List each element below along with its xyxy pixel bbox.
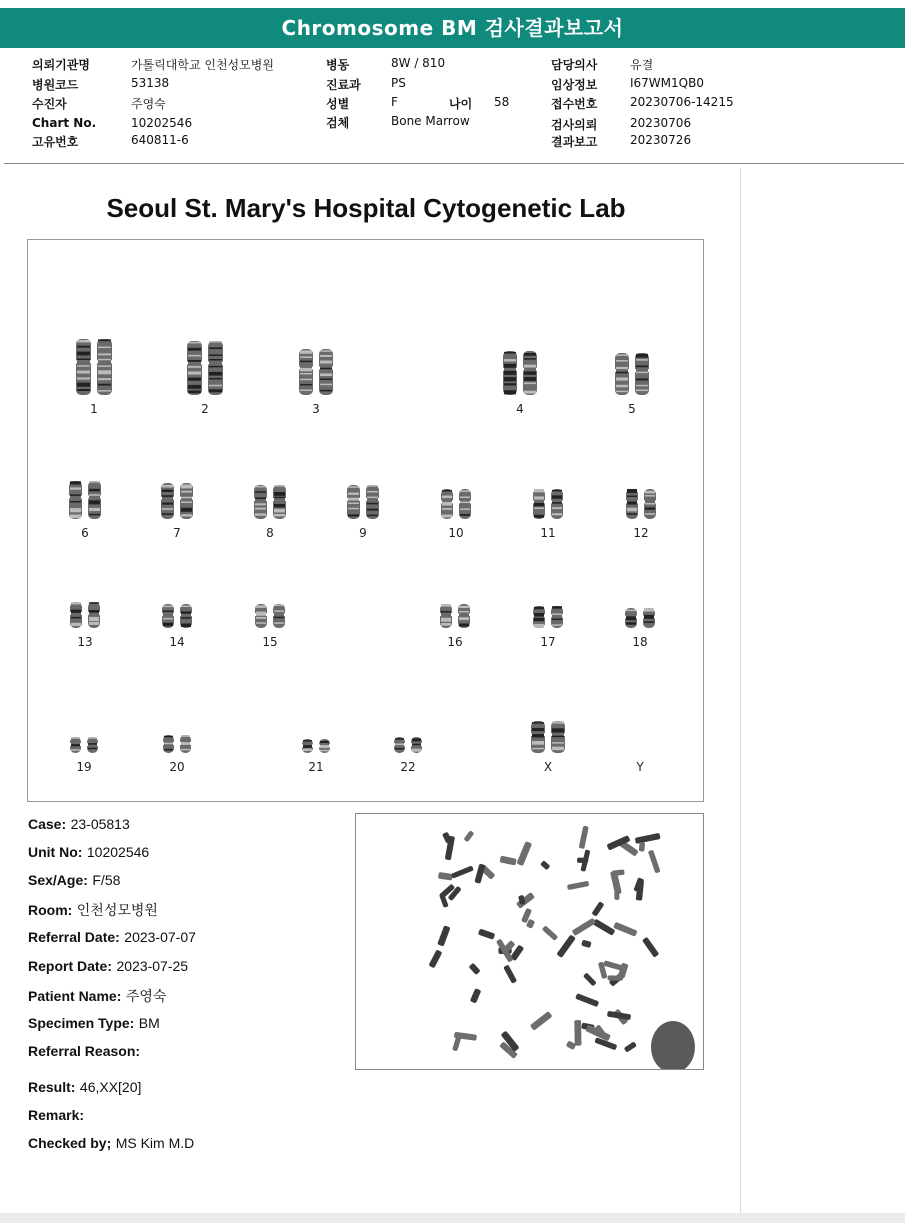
report-date-value: 2023-07-25 bbox=[116, 958, 189, 974]
metaphase-chromosome bbox=[635, 833, 661, 844]
metaphase-chromosome bbox=[575, 993, 599, 1007]
metaphase-chromosome bbox=[642, 937, 659, 958]
chromosome-label-6: 6 bbox=[81, 526, 89, 540]
metaphase-chromosome bbox=[624, 1041, 637, 1052]
sex-age-row: Sex/Age: F/58 bbox=[28, 872, 121, 888]
metaphase-chromosome bbox=[583, 972, 597, 986]
checked-by-value: MS Kim M.D bbox=[115, 1135, 195, 1151]
metaphase-spread bbox=[356, 814, 704, 1070]
karyotype-panel bbox=[27, 239, 704, 802]
header-divider bbox=[4, 163, 904, 164]
chromosome-pair-7 bbox=[161, 483, 193, 519]
unique-no-value: 640811-6 bbox=[131, 133, 189, 147]
chromosome-label-8: 8 bbox=[266, 526, 274, 540]
report-date-label: 결과보고 bbox=[551, 135, 598, 149]
metaphase-chromosome bbox=[437, 925, 450, 946]
sex-label: 성별 bbox=[326, 97, 350, 111]
result-row: Result: 46,XX[20] bbox=[28, 1079, 142, 1095]
checked-by-row: Checked by; MS Kim M.D bbox=[28, 1135, 195, 1151]
hospital-code-value: 53138 bbox=[131, 76, 170, 90]
metaphase-chromosome bbox=[572, 918, 597, 936]
metaphase-chromosome bbox=[612, 869, 625, 876]
chromosome-label-3: 3 bbox=[312, 402, 320, 416]
receipt-no-label: 접수번호 bbox=[551, 97, 598, 111]
chromosome-pair-x bbox=[531, 721, 565, 753]
metaphase-chromosome bbox=[500, 856, 517, 866]
clinical-info-label: 임상정보 bbox=[551, 78, 598, 92]
interphase-nucleus bbox=[651, 1021, 695, 1070]
chromosome-label-11: 11 bbox=[540, 526, 556, 540]
chromosome-label-19: 19 bbox=[76, 760, 92, 774]
chromosome-label-22: 22 bbox=[400, 760, 416, 774]
metaphase-chromosome bbox=[530, 1011, 553, 1031]
chromosome-label-1: 1 bbox=[90, 402, 98, 416]
patient-info-grid bbox=[0, 56, 905, 152]
specimen-type-row: Specimen Type: BM bbox=[28, 1015, 160, 1031]
metaphase-chromosome bbox=[503, 965, 517, 984]
physician-value: 유결 bbox=[630, 58, 654, 72]
age-value: 58 bbox=[494, 95, 510, 109]
report-title: Chromosome BM 검사결과보고서 bbox=[0, 8, 905, 48]
chromosome-label-15: 15 bbox=[262, 635, 278, 649]
department-label: 진료과 bbox=[326, 78, 361, 92]
specimen-label: 검체 bbox=[326, 116, 350, 130]
metaphase-chromosome bbox=[516, 841, 532, 866]
report-date-value: 20230726 bbox=[630, 133, 692, 147]
chromosome-pair-13 bbox=[70, 602, 100, 628]
physician-label: 담당의사 bbox=[551, 58, 598, 72]
patient-value: 주영숙 bbox=[131, 97, 166, 111]
specimen-value: Bone Marrow bbox=[391, 114, 470, 128]
ward-value: 8W / 810 bbox=[391, 56, 446, 70]
metaphase-chromosome bbox=[428, 949, 442, 968]
chromosome-pair-19 bbox=[70, 737, 98, 753]
chromosome-pair-8 bbox=[254, 485, 286, 519]
referral-date-row: Referral Date: 2023-07-07 bbox=[28, 929, 196, 945]
institution-label: 의뢰기관명 bbox=[32, 58, 90, 72]
chromosome-pair-11 bbox=[533, 489, 563, 519]
lab-title: Seoul St. Mary's Hospital Cytogenetic Lab bbox=[106, 193, 626, 223]
chromosome-pair-17 bbox=[533, 606, 563, 628]
metaphase-chromosome bbox=[540, 860, 550, 870]
patient-name-row: Patient Name: 주영숙 bbox=[28, 988, 167, 1004]
case-no-row: Case: 23-05813 bbox=[28, 816, 130, 832]
unit-no-value: 10202546 bbox=[86, 844, 150, 860]
metaphase-chromosome bbox=[567, 881, 589, 890]
chromosome-pair-10 bbox=[441, 489, 471, 519]
case-no-value: 23-05813 bbox=[70, 816, 130, 832]
chromosome-label-10: 10 bbox=[448, 526, 464, 540]
metaphase-chromosome bbox=[451, 865, 474, 878]
chromosome-label-20: 20 bbox=[169, 760, 185, 774]
chromosome-label-17: 17 bbox=[540, 635, 556, 649]
metaphase-chromosome bbox=[574, 1020, 581, 1046]
metaphase-chromosome bbox=[516, 892, 535, 909]
chromosome-pair-22 bbox=[394, 737, 422, 753]
metaphase-chromosome bbox=[613, 922, 637, 937]
chromosome-pair-21 bbox=[302, 739, 330, 753]
metaphase-chromosome bbox=[474, 863, 485, 883]
chromosome-pair-16 bbox=[440, 604, 470, 628]
chromosome-pair-12 bbox=[626, 489, 656, 519]
chromosome-pair-14 bbox=[162, 604, 192, 628]
metaphase-chromosome bbox=[591, 901, 604, 917]
chromosome-pair-1 bbox=[76, 339, 112, 395]
metaphase-chromosome bbox=[470, 988, 482, 1003]
page-margin-line bbox=[740, 168, 741, 1213]
chromosome-pair-9 bbox=[347, 485, 379, 519]
chromosome-pair-2 bbox=[187, 341, 223, 395]
metaphase-image bbox=[355, 813, 704, 1070]
request-date-label: 검사의뢰 bbox=[551, 118, 598, 132]
chromosome-label-21: 21 bbox=[308, 760, 324, 774]
chromosome-label-13: 13 bbox=[77, 635, 93, 649]
metaphase-chromosome bbox=[439, 893, 449, 908]
ward-label: 병동 bbox=[326, 58, 350, 72]
chromosome-pair-20 bbox=[163, 735, 191, 753]
page-bottom-bar bbox=[0, 1213, 905, 1223]
department-value: PS bbox=[391, 76, 406, 90]
metaphase-chromosome bbox=[463, 830, 474, 842]
metaphase-chromosome bbox=[581, 940, 592, 948]
unit-no-row: Unit No: 10202546 bbox=[28, 844, 150, 860]
metaphase-chromosome bbox=[478, 929, 495, 940]
clinical-info-value: I67WM1QB0 bbox=[630, 76, 704, 90]
metaphase-chromosome bbox=[639, 842, 646, 852]
metaphase-chromosome bbox=[592, 919, 615, 936]
patient-label: 수진자 bbox=[32, 97, 67, 111]
chromosome-label-y: Y bbox=[636, 760, 644, 774]
metaphase-chromosome bbox=[438, 872, 453, 881]
patient-name-value: 주영숙 bbox=[125, 988, 167, 1004]
chromosome-label-9: 9 bbox=[359, 526, 367, 540]
result-value: 46,XX[20] bbox=[79, 1079, 142, 1095]
chart-no-label: Chart No. bbox=[32, 116, 97, 130]
room-value: 인천성모병원 bbox=[76, 902, 158, 918]
age-label: 나이 bbox=[449, 97, 473, 111]
chromosome-pair-5 bbox=[615, 353, 649, 395]
chromosome-label-7: 7 bbox=[173, 526, 181, 540]
receipt-no-value: 20230706-14215 bbox=[630, 95, 734, 109]
chromosome-label-16: 16 bbox=[447, 635, 463, 649]
chromosome-label-x: X bbox=[543, 760, 553, 774]
sex-age-value: F/58 bbox=[92, 872, 121, 888]
metaphase-chromosome bbox=[469, 963, 481, 975]
chart-no-value: 10202546 bbox=[131, 116, 193, 130]
chromosome-label-12: 12 bbox=[633, 526, 649, 540]
chromosome-pair-3 bbox=[299, 349, 333, 395]
metaphase-chromosome bbox=[556, 934, 576, 958]
chromosome-label-14: 14 bbox=[169, 635, 185, 649]
room-row: Room: 인천성모병원 bbox=[28, 902, 158, 918]
referral-date-value: 2023-07-07 bbox=[124, 929, 196, 945]
hospital-code-label: 병원코드 bbox=[32, 78, 79, 92]
chromosome-pair-15 bbox=[255, 604, 285, 628]
sex-value: F bbox=[391, 95, 398, 109]
institution-row bbox=[32, 56, 90, 73]
chromosome-label-4: 4 bbox=[516, 402, 524, 416]
chromosome-pair-4 bbox=[503, 351, 537, 395]
metaphase-chromosome bbox=[542, 925, 559, 941]
metaphase-chromosome bbox=[648, 850, 661, 874]
remark-row: Remark: bbox=[28, 1107, 85, 1123]
metaphase-chromosome bbox=[579, 826, 589, 849]
metaphase-chromosome bbox=[614, 892, 619, 900]
chromosome-label-18: 18 bbox=[632, 635, 648, 649]
chromosome-label-2: 2 bbox=[201, 402, 209, 416]
chromosome-pair-18 bbox=[625, 608, 655, 628]
request-date-value: 20230706 bbox=[630, 116, 692, 130]
referral-reason-row: Referral Reason: bbox=[28, 1043, 141, 1059]
unique-no-label: 고유번호 bbox=[32, 135, 79, 149]
chromosome-pair-6 bbox=[69, 481, 101, 519]
institution-value: 가톨릭대학교 인천성모병원 bbox=[131, 58, 274, 72]
chromosome-label-5: 5 bbox=[628, 402, 636, 416]
specimen-type-value: BM bbox=[138, 1015, 160, 1031]
report-date-row: Report Date: 2023-07-25 bbox=[28, 958, 189, 974]
